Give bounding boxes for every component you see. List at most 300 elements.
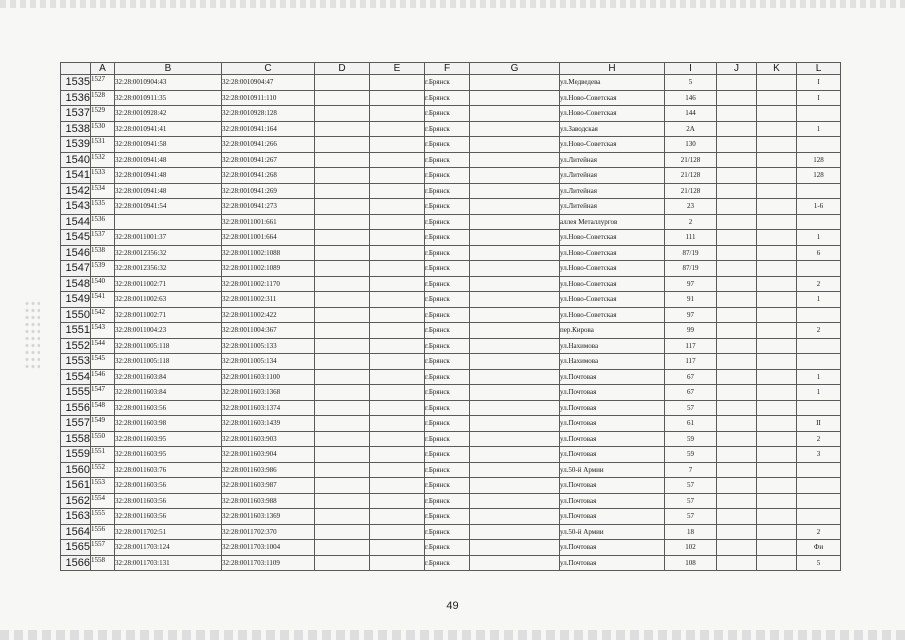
cell-c[interactable]: 32:28:0011002:1088 [222,245,315,261]
cell-j[interactable] [717,307,757,323]
cell-b[interactable]: 32:28:0011005:118 [115,354,222,370]
cell-h[interactable]: ул.Литейная [560,199,665,215]
cell-i[interactable]: 57 [665,509,717,525]
cell-j[interactable] [717,106,757,122]
cell-f[interactable]: г.Брянск [425,369,470,385]
cell-g[interactable] [470,509,560,525]
cell-j[interactable] [717,137,757,153]
cell-f[interactable]: г.Брянск [425,276,470,292]
cell-a[interactable]: 1534 [91,183,115,199]
cell-g[interactable] [470,431,560,447]
cell-f[interactable]: г.Брянск [425,75,470,91]
cell-a[interactable]: 1537 [91,230,115,246]
cell-f[interactable]: г.Брянск [425,447,470,463]
cell-f[interactable]: г.Брянск [425,168,470,184]
cell-l[interactable]: 1 [797,369,841,385]
cell-c[interactable]: 32:28:0010928:128 [222,106,315,122]
cell-k[interactable] [757,478,797,494]
cell-g[interactable] [470,493,560,509]
cell-d[interactable] [315,431,370,447]
cell-h[interactable]: ул.Нахимова [560,354,665,370]
cell-d[interactable] [315,540,370,556]
cell-l[interactable]: 1 [797,230,841,246]
cell-e[interactable] [370,183,425,199]
cell-c[interactable]: 32:28:0011603:988 [222,493,315,509]
row-number[interactable]: 1554 [61,369,91,385]
cell-d[interactable] [315,323,370,339]
row-number[interactable]: 1550 [61,307,91,323]
cell-l[interactable]: 6 [797,245,841,261]
cell-k[interactable] [757,90,797,106]
cell-k[interactable] [757,462,797,478]
cell-d[interactable] [315,524,370,540]
cell-b[interactable]: 32:28:0011603:56 [115,478,222,494]
cell-e[interactable] [370,106,425,122]
cell-b[interactable]: 32:28:0011002:63 [115,292,222,308]
cell-e[interactable] [370,524,425,540]
cell-k[interactable] [757,540,797,556]
row-number[interactable]: 1552 [61,338,91,354]
cell-l[interactable]: 1-6 [797,199,841,215]
column-header-j[interactable]: J [717,63,757,75]
cell-e[interactable] [370,230,425,246]
cell-j[interactable] [717,183,757,199]
cell-j[interactable] [717,214,757,230]
cell-a[interactable]: 1546 [91,369,115,385]
cell-a[interactable]: 1527 [91,75,115,91]
cell-j[interactable] [717,509,757,525]
cell-e[interactable] [370,75,425,91]
cell-f[interactable]: г.Брянск [425,555,470,571]
cell-j[interactable] [717,261,757,277]
cell-a[interactable]: 1536 [91,214,115,230]
cell-l[interactable]: I [797,75,841,91]
cell-i[interactable]: 2А [665,121,717,137]
cell-e[interactable] [370,307,425,323]
cell-c[interactable]: 32:28:0011603:1368 [222,385,315,401]
cell-e[interactable] [370,400,425,416]
column-header-k[interactable]: K [757,63,797,75]
cell-g[interactable] [470,199,560,215]
cell-e[interactable] [370,369,425,385]
cell-b[interactable]: 32:28:0011005:118 [115,338,222,354]
cell-b[interactable]: 32:28:0012356:32 [115,245,222,261]
cell-g[interactable] [470,214,560,230]
cell-k[interactable] [757,354,797,370]
cell-g[interactable] [470,354,560,370]
cell-a[interactable]: 1532 [91,152,115,168]
cell-d[interactable] [315,462,370,478]
cell-b[interactable]: 32:28:0012356:32 [115,261,222,277]
cell-k[interactable] [757,447,797,463]
cell-c[interactable]: 32:28:0010941:164 [222,121,315,137]
cell-b[interactable]: 32:28:0010941:48 [115,152,222,168]
cell-i[interactable]: 108 [665,555,717,571]
row-number[interactable]: 1560 [61,462,91,478]
cell-i[interactable]: 57 [665,478,717,494]
cell-a[interactable]: 1552 [91,462,115,478]
cell-g[interactable] [470,183,560,199]
cell-j[interactable] [717,493,757,509]
cell-f[interactable]: г.Брянск [425,524,470,540]
cell-f[interactable]: г.Брянск [425,493,470,509]
cell-h[interactable]: пер.Кирова [560,323,665,339]
cell-l[interactable]: 1 [797,121,841,137]
cell-g[interactable] [470,106,560,122]
cell-h[interactable]: ул.Почтовая [560,416,665,432]
cell-k[interactable] [757,416,797,432]
cell-e[interactable] [370,431,425,447]
cell-d[interactable] [315,214,370,230]
cell-g[interactable] [470,369,560,385]
cell-e[interactable] [370,540,425,556]
cell-g[interactable] [470,245,560,261]
row-number[interactable]: 1561 [61,478,91,494]
cell-d[interactable] [315,106,370,122]
cell-i[interactable]: 99 [665,323,717,339]
row-number[interactable]: 1565 [61,540,91,556]
cell-h[interactable]: ул.Почтовая [560,509,665,525]
row-number[interactable]: 1551 [61,323,91,339]
cell-c[interactable]: 32:28:0011005:133 [222,338,315,354]
cell-l[interactable]: I [797,90,841,106]
cell-g[interactable] [470,276,560,292]
cell-f[interactable]: г.Брянск [425,462,470,478]
corner-cell[interactable] [61,63,91,75]
cell-d[interactable] [315,121,370,137]
cell-l[interactable] [797,137,841,153]
cell-l[interactable]: 2 [797,276,841,292]
cell-j[interactable] [717,75,757,91]
cell-h[interactable]: ул.Почтовая [560,540,665,556]
cell-h[interactable]: ул.Ново-Советская [560,230,665,246]
column-header-c[interactable]: C [222,63,315,75]
cell-f[interactable]: г.Брянск [425,509,470,525]
cell-c[interactable]: 32:28:0011002:422 [222,307,315,323]
row-number[interactable]: 1553 [61,354,91,370]
cell-h[interactable]: ул.Литейная [560,183,665,199]
cell-j[interactable] [717,245,757,261]
cell-j[interactable] [717,168,757,184]
cell-l[interactable]: 5 [797,555,841,571]
cell-h[interactable]: аллея Металлургов [560,214,665,230]
cell-e[interactable] [370,168,425,184]
cell-g[interactable] [470,447,560,463]
cell-i[interactable]: 21/128 [665,183,717,199]
cell-h[interactable]: ул.Медведева [560,75,665,91]
cell-j[interactable] [717,447,757,463]
cell-b[interactable]: 32:28:0010941:54 [115,199,222,215]
cell-a[interactable]: 1533 [91,168,115,184]
cell-g[interactable] [470,292,560,308]
cell-g[interactable] [470,323,560,339]
cell-h[interactable]: ул.50-й Армии [560,462,665,478]
cell-g[interactable] [470,540,560,556]
cell-h[interactable]: ул.Почтовая [560,385,665,401]
cell-i[interactable]: 130 [665,137,717,153]
cell-g[interactable] [470,416,560,432]
cell-c[interactable]: 32:28:0011005:134 [222,354,315,370]
cell-e[interactable] [370,323,425,339]
cell-c[interactable]: 32:28:0011001:664 [222,230,315,246]
cell-j[interactable] [717,292,757,308]
row-number[interactable]: 1544 [61,214,91,230]
row-number[interactable]: 1558 [61,431,91,447]
cell-e[interactable] [370,462,425,478]
cell-c[interactable]: 32:28:0011603:1100 [222,369,315,385]
cell-f[interactable]: г.Брянск [425,137,470,153]
column-header-a[interactable]: A [91,63,115,75]
cell-c[interactable]: 32:28:0011001:661 [222,214,315,230]
cell-h[interactable]: ул.Почтовая [560,369,665,385]
cell-k[interactable] [757,183,797,199]
cell-g[interactable] [470,462,560,478]
cell-i[interactable]: 117 [665,338,717,354]
cell-a[interactable]: 1547 [91,385,115,401]
cell-b[interactable]: 32:28:0010911:35 [115,90,222,106]
row-number[interactable]: 1537 [61,106,91,122]
row-number[interactable]: 1562 [61,493,91,509]
cell-i[interactable]: 91 [665,292,717,308]
cell-g[interactable] [470,168,560,184]
cell-e[interactable] [370,245,425,261]
cell-l[interactable]: 2 [797,524,841,540]
cell-e[interactable] [370,493,425,509]
cell-f[interactable]: г.Брянск [425,152,470,168]
cell-c[interactable]: 32:28:0010941:266 [222,137,315,153]
cell-d[interactable] [315,183,370,199]
cell-c[interactable]: 32:28:0010941:268 [222,168,315,184]
cell-j[interactable] [717,431,757,447]
cell-k[interactable] [757,245,797,261]
cell-k[interactable] [757,214,797,230]
column-header-h[interactable]: H [560,63,665,75]
cell-c[interactable]: 32:28:0011703:1004 [222,540,315,556]
cell-k[interactable] [757,338,797,354]
row-number[interactable]: 1546 [61,245,91,261]
cell-l[interactable] [797,462,841,478]
cell-i[interactable]: 59 [665,447,717,463]
cell-i[interactable]: 144 [665,106,717,122]
cell-b[interactable]: 32:28:0010928:42 [115,106,222,122]
cell-h[interactable]: ул.Почтовая [560,493,665,509]
cell-f[interactable]: г.Брянск [425,214,470,230]
row-number[interactable]: 1547 [61,261,91,277]
cell-i[interactable]: 57 [665,493,717,509]
cell-c[interactable]: 32:28:0011603:904 [222,447,315,463]
cell-a[interactable]: 1528 [91,90,115,106]
cell-c[interactable]: 32:28:0011603:903 [222,431,315,447]
cell-j[interactable] [717,369,757,385]
cell-i[interactable]: 7 [665,462,717,478]
row-number[interactable]: 1539 [61,137,91,153]
cell-e[interactable] [370,90,425,106]
cell-d[interactable] [315,168,370,184]
cell-g[interactable] [470,385,560,401]
cell-h[interactable]: ул.50-й Армии [560,524,665,540]
cell-f[interactable]: г.Брянск [425,338,470,354]
cell-h[interactable]: ул.Почтовая [560,478,665,494]
cell-d[interactable] [315,261,370,277]
cell-k[interactable] [757,75,797,91]
cell-g[interactable] [470,90,560,106]
cell-f[interactable]: г.Брянск [425,106,470,122]
cell-i[interactable]: 97 [665,307,717,323]
cell-d[interactable] [315,447,370,463]
cell-e[interactable] [370,292,425,308]
cell-d[interactable] [315,400,370,416]
column-header-i[interactable]: I [665,63,717,75]
cell-a[interactable]: 1541 [91,292,115,308]
cell-e[interactable] [370,555,425,571]
cell-f[interactable]: г.Брянск [425,307,470,323]
cell-f[interactable]: г.Брянск [425,121,470,137]
cell-d[interactable] [315,493,370,509]
row-number[interactable]: 1540 [61,152,91,168]
cell-h[interactable]: ул.Литейная [560,168,665,184]
cell-d[interactable] [315,478,370,494]
cell-i[interactable]: 21/128 [665,152,717,168]
column-header-f[interactable]: F [425,63,470,75]
cell-g[interactable] [470,75,560,91]
cell-c[interactable]: 32:28:0011002:1089 [222,261,315,277]
cell-e[interactable] [370,121,425,137]
cell-j[interactable] [717,323,757,339]
cell-d[interactable] [315,199,370,215]
cell-i[interactable]: 23 [665,199,717,215]
cell-a[interactable]: 1539 [91,261,115,277]
column-header-l[interactable]: L [797,63,841,75]
cell-c[interactable]: 32:28:0011703:1109 [222,555,315,571]
cell-l[interactable] [797,307,841,323]
cell-b[interactable]: 32:28:0010941:48 [115,168,222,184]
cell-g[interactable] [470,261,560,277]
cell-h[interactable]: ул.Ново-Советская [560,90,665,106]
cell-f[interactable]: г.Брянск [425,478,470,494]
cell-k[interactable] [757,555,797,571]
cell-i[interactable]: 67 [665,369,717,385]
cell-k[interactable] [757,276,797,292]
cell-d[interactable] [315,230,370,246]
cell-a[interactable]: 1551 [91,447,115,463]
cell-i[interactable]: 57 [665,400,717,416]
row-number[interactable]: 1549 [61,292,91,308]
cell-l[interactable]: 3 [797,447,841,463]
cell-g[interactable] [470,524,560,540]
cell-k[interactable] [757,121,797,137]
cell-l[interactable] [797,354,841,370]
cell-l[interactable]: 1 [797,292,841,308]
cell-f[interactable]: г.Брянск [425,431,470,447]
row-number[interactable]: 1548 [61,276,91,292]
cell-a[interactable]: 1548 [91,400,115,416]
row-number[interactable]: 1538 [61,121,91,137]
cell-c[interactable]: 32:28:0010941:267 [222,152,315,168]
cell-f[interactable]: г.Брянск [425,292,470,308]
cell-i[interactable]: 67 [665,385,717,401]
cell-b[interactable]: 32:28:0011002:71 [115,307,222,323]
cell-k[interactable] [757,292,797,308]
cell-j[interactable] [717,338,757,354]
cell-h[interactable]: ул.Нахимова [560,338,665,354]
cell-a[interactable]: 1529 [91,106,115,122]
cell-i[interactable]: 2 [665,214,717,230]
cell-c[interactable]: 32:28:0010941:273 [222,199,315,215]
cell-a[interactable]: 1553 [91,478,115,494]
cell-h[interactable]: ул.Ново-Советская [560,292,665,308]
cell-f[interactable]: г.Брянск [425,90,470,106]
cell-a[interactable]: 1530 [91,121,115,137]
cell-d[interactable] [315,369,370,385]
cell-g[interactable] [470,478,560,494]
cell-c[interactable]: 32:28:0011603:987 [222,478,315,494]
cell-i[interactable]: 111 [665,230,717,246]
cell-d[interactable] [315,245,370,261]
cell-b[interactable]: 32:28:0011603:84 [115,385,222,401]
cell-a[interactable]: 1542 [91,307,115,323]
cell-i[interactable]: 97 [665,276,717,292]
cell-e[interactable] [370,509,425,525]
cell-l[interactable] [797,106,841,122]
column-header-e[interactable]: E [370,63,425,75]
row-number[interactable]: 1556 [61,400,91,416]
cell-f[interactable]: г.Брянск [425,261,470,277]
row-number[interactable]: 1564 [61,524,91,540]
cell-a[interactable]: 1555 [91,509,115,525]
cell-i[interactable]: 87/19 [665,245,717,261]
cell-j[interactable] [717,90,757,106]
cell-i[interactable]: 117 [665,354,717,370]
cell-k[interactable] [757,152,797,168]
row-number[interactable]: 1555 [61,385,91,401]
column-header-b[interactable]: B [115,63,222,75]
row-number[interactable]: 1545 [61,230,91,246]
cell-g[interactable] [470,555,560,571]
cell-b[interactable]: 32:28:0010941:48 [115,183,222,199]
cell-f[interactable]: г.Брянск [425,416,470,432]
cell-h[interactable]: ул.Почтовая [560,555,665,571]
cell-h[interactable]: ул.Ново-Советская [560,307,665,323]
cell-e[interactable] [370,416,425,432]
cell-f[interactable]: г.Брянск [425,199,470,215]
row-number[interactable]: 1536 [61,90,91,106]
cell-c[interactable]: 32:28:0010904:47 [222,75,315,91]
row-number[interactable]: 1557 [61,416,91,432]
cell-j[interactable] [717,478,757,494]
cell-b[interactable]: 32:28:0011603:76 [115,462,222,478]
cell-g[interactable] [470,400,560,416]
cell-k[interactable] [757,106,797,122]
cell-j[interactable] [717,354,757,370]
cell-g[interactable] [470,338,560,354]
cell-c[interactable]: 32:28:0011002:311 [222,292,315,308]
cell-a[interactable]: 1531 [91,137,115,153]
cell-b[interactable]: 32:28:0011001:37 [115,230,222,246]
cell-f[interactable]: г.Брянск [425,323,470,339]
cell-c[interactable]: 32:28:0011702:370 [222,524,315,540]
cell-h[interactable]: ул.Ново-Советская [560,276,665,292]
cell-l[interactable]: 2 [797,431,841,447]
cell-e[interactable] [370,261,425,277]
cell-d[interactable] [315,90,370,106]
cell-b[interactable]: 32:28:0011603:84 [115,369,222,385]
column-header-g[interactable]: G [470,63,560,75]
cell-i[interactable]: 102 [665,540,717,556]
cell-j[interactable] [717,524,757,540]
cell-d[interactable] [315,292,370,308]
cell-k[interactable] [757,369,797,385]
cell-c[interactable]: 32:28:0010941:269 [222,183,315,199]
